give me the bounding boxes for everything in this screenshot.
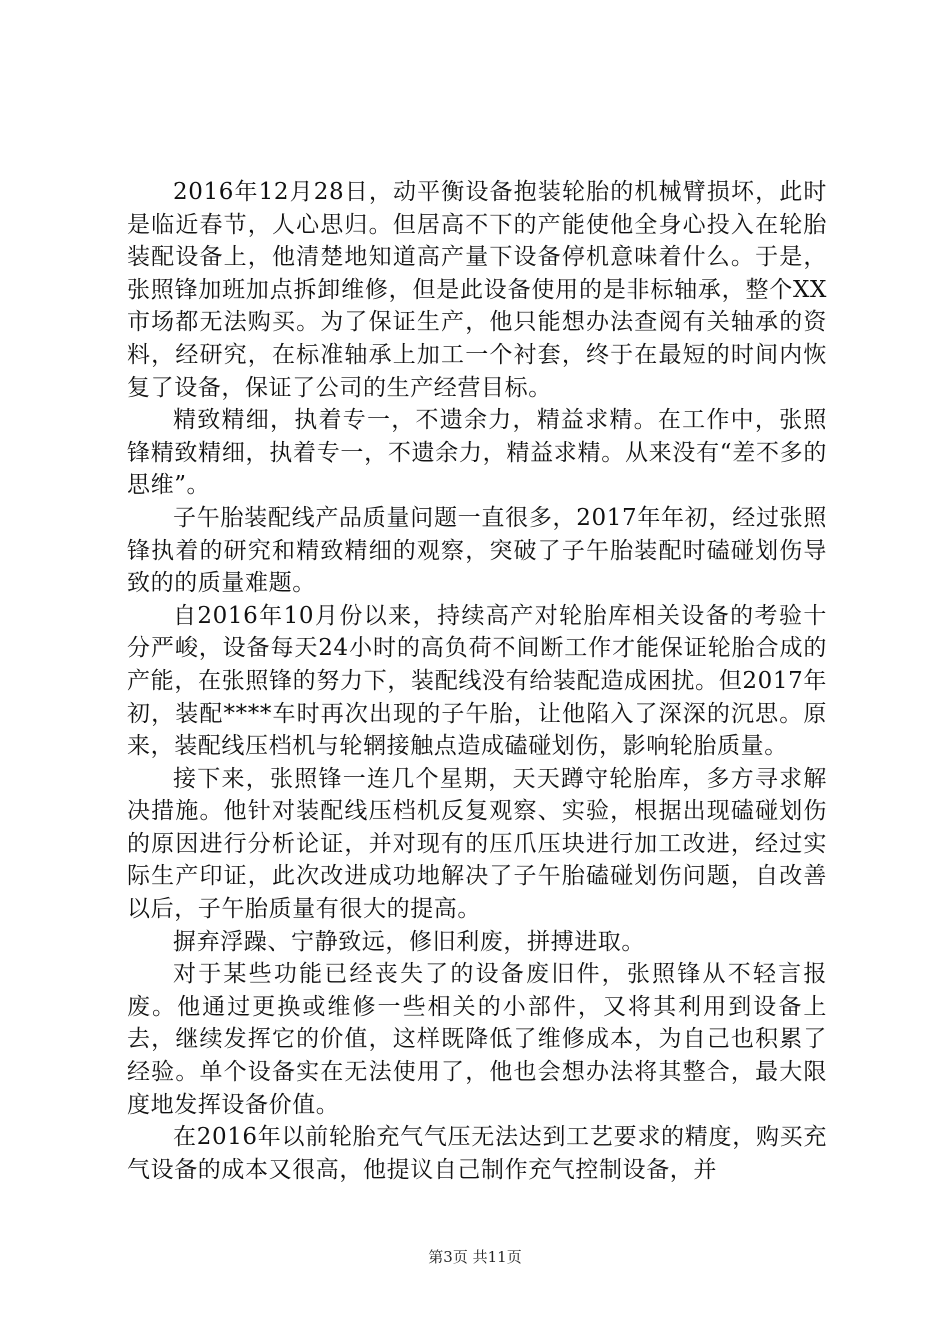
paragraph-scrap-reuse: 对于某些功能已经丧失了的设备废旧件，张照锋从不轻言报废。他通过更换或维修一些相关的小部件，又将其利用到设备上去，继续发挥它的价值，这样既降低了维修成本，为自己也积累了经验。单个设备实在无法使用了，他也会想办法将其整合，最大限度地发挥设备价值。 — [127, 961, 827, 1118]
paragraph-high-production: 自2016年10月份以来，持续高产对轮胎库相关设备的考验十分严峻，设备每天24小时的高负荷不间断工作才能保证轮胎合成的产能，在张照锋的努力下，装配线没有给装配造成困扰。但2017年初，装配****车时再次出现的子午胎，让他陷入了深深的沉思。原来，装配线压档机与轮辋接触点造成磕碰划伤，影响轮胎质量。 — [127, 602, 827, 760]
paragraph-radial-tire-quality: 子午胎装配线产品质量问题一直很多，2017年年初，经过张照锋执着的研究和精致精细的观察，突破了子午胎装配时磕碰划伤导致的的质量难题。 — [127, 504, 827, 597]
document-body — [127, 176, 827, 1186]
paragraph-solution-search: 接下来，张照锋一连几个星期，天天蹲守轮胎库，多方寻求解决措施。他针对装配线压档机反复观察、实验，根据出现磕碰划伤的原因进行分析论证，并对现有的压爪压块进行加工改进，经过实际生产印证，此次改进成功地解决了子午胎磕碰划伤问题，自改善以后，子午胎质量有很大的提高。 — [127, 765, 827, 923]
page-number-footer: 第3页 共11页 — [428, 1248, 522, 1266]
paragraph-precision-motto: 精致精细，执着专一，不遗余力，精益求精。在工作中，张照锋精致精细，执着专一，不遗余力，精益求精。从来没有“差不多的思维”。 — [127, 407, 827, 499]
paragraph-reuse-motto: 摒弃浮躁、宁静致远，修旧利废，拼搏进取。 — [173, 928, 645, 955]
paragraph-repair-story: 2016年12月28日，动平衡设备抱装轮胎的机械臂损坏，此时是临近春节，人心思归。但居高不下的产能使他全身心投入在轮胎装配设备上，他清楚地知道高产量下设备停机意味着什么。于是，张照锋加班加点拆卸维修，但是此设备使用的是非标轴承，整个XX市场都无法购买。为了保证生产，他只能想办法查阅有关轴承的资料，经研究，在标准轴承上加工一个衬套，终于在最短的时间内恢复了设备，保证了公司的生产经营目标。 — [127, 179, 827, 401]
paragraph-inflation-device: 在2016年以前轮胎充气气压无法达到工艺要求的精度，购买充气设备的成本又很高，他提议自己制作充气控制设备，并 — [127, 1124, 827, 1183]
